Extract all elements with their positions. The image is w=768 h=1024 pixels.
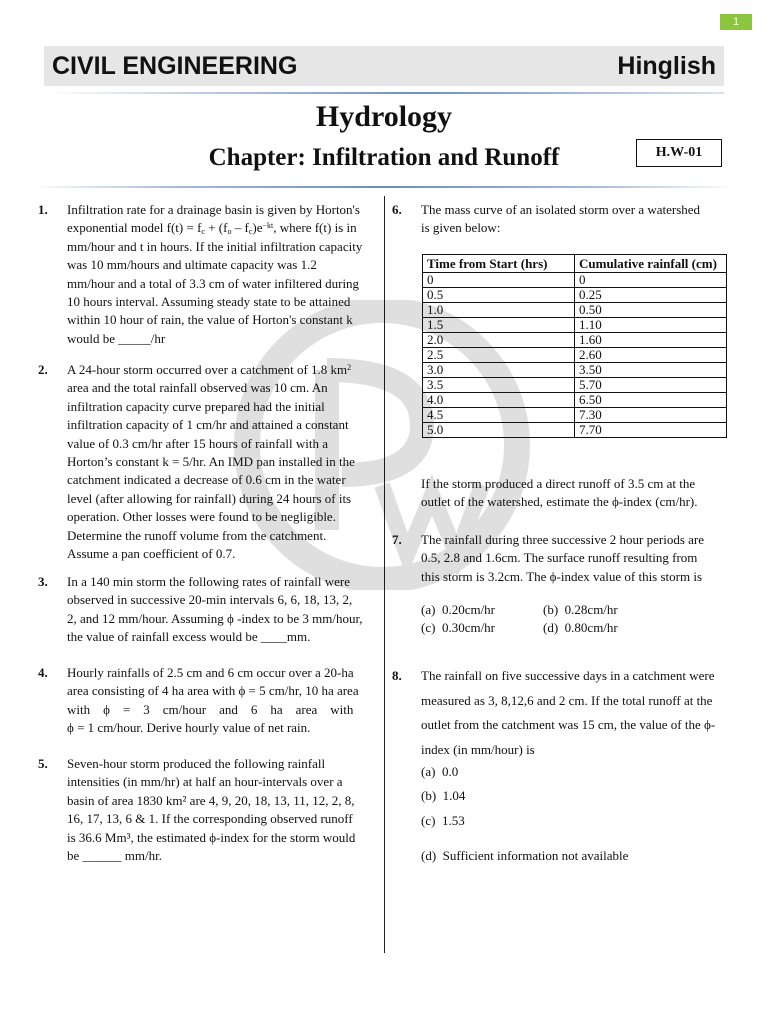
question-line: operation. Other losses were found to be negligible. — [67, 509, 336, 525]
question-line: with ϕ = 3 cm/hour and 6 ha area with — [67, 701, 354, 717]
language-label: Hinglish — [617, 51, 716, 80]
chapter-title: Chapter: Infiltration and Runoff — [208, 144, 560, 171]
question-line: 16, 17, 13, 6 & 1. If the corresponding observed runoff — [67, 811, 353, 827]
question-line: The mass curve of an isolated storm over a watershed — [421, 202, 701, 217]
table-cell: 3.50 — [575, 363, 727, 378]
question-line: catchment indicated a decrease of 0.6 cm in the water — [67, 472, 346, 488]
question-line: mm/hour and t in hours. If the initial infiltration capacity — [67, 238, 363, 254]
homework-code: H.W-01 — [636, 139, 722, 167]
table-row — [423, 288, 727, 303]
section-divider — [30, 186, 738, 188]
table-row — [423, 273, 727, 288]
option-c[interactable]: (c) 1.53 — [421, 813, 465, 828]
table-row — [423, 378, 727, 393]
subject-title: CIVIL ENGINEERING — [52, 51, 298, 80]
question-line: this storm is 3.2cm. The ϕ-index value of this storm is — [421, 568, 703, 584]
table-row — [423, 318, 727, 333]
option-b[interactable]: (b) 1.04 — [421, 788, 466, 803]
table-cell: 7.70 — [575, 423, 727, 438]
question-line: Assume a pan coefficient of 0.7. — [67, 546, 236, 562]
mass-curve-table — [422, 254, 727, 438]
table-row — [423, 333, 727, 348]
page-number: 1 — [720, 14, 752, 30]
question-line: Determine the runoff volume from the catchment. — [67, 527, 327, 543]
table-cell: 3.5 — [423, 378, 575, 393]
question-line: A 24-hour storm occurred over a catchment of 1.8 $km^2$ — [67, 362, 352, 377]
table-cell: 1.10 — [575, 318, 727, 333]
question-line: outlet from the catchment was 15 cm, the value of the ϕ- — [421, 717, 716, 732]
question-line: Hourly rainfalls of 2.5 cm and 6 cm occur over a 20-ha — [67, 665, 354, 680]
question-number: 7. — [392, 532, 402, 547]
question-line: The rainfall on five successive days in a catchment were — [421, 668, 715, 683]
question-line: was 10 mm/hours and ultimate capacity was 1.2 — [67, 257, 317, 273]
question-line: value of 0.3 cm/hr after 15 hours of rainfall with a — [67, 435, 328, 451]
table-cell: 0 — [423, 273, 575, 288]
question-line: is given below: — [421, 220, 501, 236]
question-line: outlet of the watershed, estimate the ϕ-index (cm/hr). — [421, 494, 698, 510]
table-cell: 0.25 — [575, 288, 727, 303]
question-line: Infiltration rate for a drainage basin is given by Horton's — [67, 202, 360, 217]
question-line: within 10 hour of rain, the value of Horton's constant k — [67, 312, 353, 328]
table-row — [423, 393, 727, 408]
question-line: level (after allowing for rainfall) during 24 hours of its — [67, 490, 352, 506]
question-line: 0.5, 2.8 and 1.6cm. The surface runoff resulting from — [421, 550, 698, 566]
table-row — [423, 363, 727, 378]
table-cell: 6.50 — [575, 393, 727, 408]
option-b[interactable]: (b) 0.28cm/hr — [543, 602, 618, 617]
question-line: observed in successive 20-min intervals 6, 6, 18, 13, 2, — [67, 592, 353, 608]
table-cell: 0.50 — [575, 303, 727, 318]
question-line: In a 140 min storm the following rates of rainfall were — [67, 574, 351, 589]
table-cell: 1.5 — [423, 318, 575, 333]
question-line: ϕ = 1 cm/hour. Derive hourly value of net rain. — [67, 720, 311, 736]
question-line: Horton’s constant k = 5/hr. An IMD pan installed in the — [67, 454, 355, 470]
header-divider — [44, 92, 724, 94]
question-line: mm/hour and a total of 3.3 cm of water infiltered during — [67, 275, 360, 291]
question-line: is 36.6 Mm³, the estimated ϕ-index for the storm would — [67, 829, 356, 845]
question-line: The rainfall during three successive 2 hour periods are — [421, 532, 705, 547]
question-number: 5. — [38, 756, 48, 771]
question-number: 2. — [38, 362, 48, 377]
table-cell: 0.5 — [423, 288, 575, 303]
question-line: exponential model $f(t) = f_c + (f_o - f_c)e^{-kt}$, where f(t) is in — [67, 220, 357, 237]
header-bar — [44, 46, 724, 86]
table-cell: 7.30 — [575, 408, 727, 423]
question-line: index (in mm/hour) is — [421, 741, 535, 757]
table-cell: 3.0 — [423, 363, 575, 378]
question-number: 1. — [38, 202, 48, 217]
table-cell: 2.5 — [423, 348, 575, 363]
question-line: area and the total rainfall observed was 10 cm. An — [67, 380, 328, 396]
question-line: infiltration capacity curve prepared had the initial — [67, 398, 325, 414]
question-line: If the storm produced a direct runoff of 3.5 cm at the — [421, 476, 696, 491]
question-number: 4. — [38, 665, 48, 680]
option-d[interactable]: (d) Sufficient information not available — [421, 848, 629, 863]
table-cell: 1.60 — [575, 333, 727, 348]
table-cell: 5.0 — [423, 423, 575, 438]
question-number: 8. — [392, 668, 402, 683]
option-c[interactable]: (c) 0.30cm/hr — [421, 620, 496, 635]
table-row — [423, 408, 727, 423]
question-line: measured as 3, 8,12,6 and 2 cm. If the total runoff at the — [421, 692, 713, 708]
question-line: the value of rainfall excess would be ____mm. — [67, 629, 311, 645]
question-number: 3. — [38, 574, 48, 589]
question-line: intensities (in mm/hr) at half an hour-intervals over a — [67, 774, 343, 790]
table-row — [423, 348, 727, 363]
table-header-cell: Cumulative rainfall (cm) — [575, 255, 727, 273]
table-cell: 4.0 — [423, 393, 575, 408]
question-6-after — [421, 475, 731, 512]
question-line: would be _____/hr — [67, 330, 166, 346]
question-line: 10 hours interval. Assuming steady state to be attained — [67, 294, 351, 310]
table-cell: 2.0 — [423, 333, 575, 348]
question-line: area consisting of 4 ha area with ϕ = 5 cm/hr, 10 ha area — [67, 683, 359, 699]
table-cell: 0 — [575, 273, 727, 288]
table-header-cell: Time from Start (hrs) — [423, 255, 575, 273]
question-line: basin of area 1830 km² are 4, 9, 20, 18, 13, 11, 12, 2, 8, — [67, 792, 355, 808]
question-line: Seven-hour storm produced the following rainfall — [67, 756, 326, 771]
option-a[interactable]: (a) 0.0 — [421, 764, 459, 779]
question-number: 6. — [392, 202, 402, 217]
table-cell: 2.60 — [575, 348, 727, 363]
question-line: 2, and 12 mm/hour. Assuming ϕ -index to be 3 mm/hour, — [67, 610, 363, 626]
table-row — [423, 303, 727, 318]
question-line: infiltration capacity of 1 cm/hr and attained a constant — [67, 417, 349, 433]
table-header-row — [423, 255, 727, 273]
table-cell: 4.5 — [423, 408, 575, 423]
page-title: Hydrology — [315, 100, 453, 133]
table-cell: 1.0 — [423, 303, 575, 318]
table-row — [423, 423, 727, 438]
option-d[interactable]: (d) 0.80cm/hr — [543, 620, 618, 635]
column-divider — [384, 196, 385, 953]
table-cell: 5.70 — [575, 378, 727, 393]
option-a[interactable]: (a) 0.20cm/hr — [421, 602, 496, 617]
question-line: be ______ mm/hr. — [67, 848, 162, 864]
